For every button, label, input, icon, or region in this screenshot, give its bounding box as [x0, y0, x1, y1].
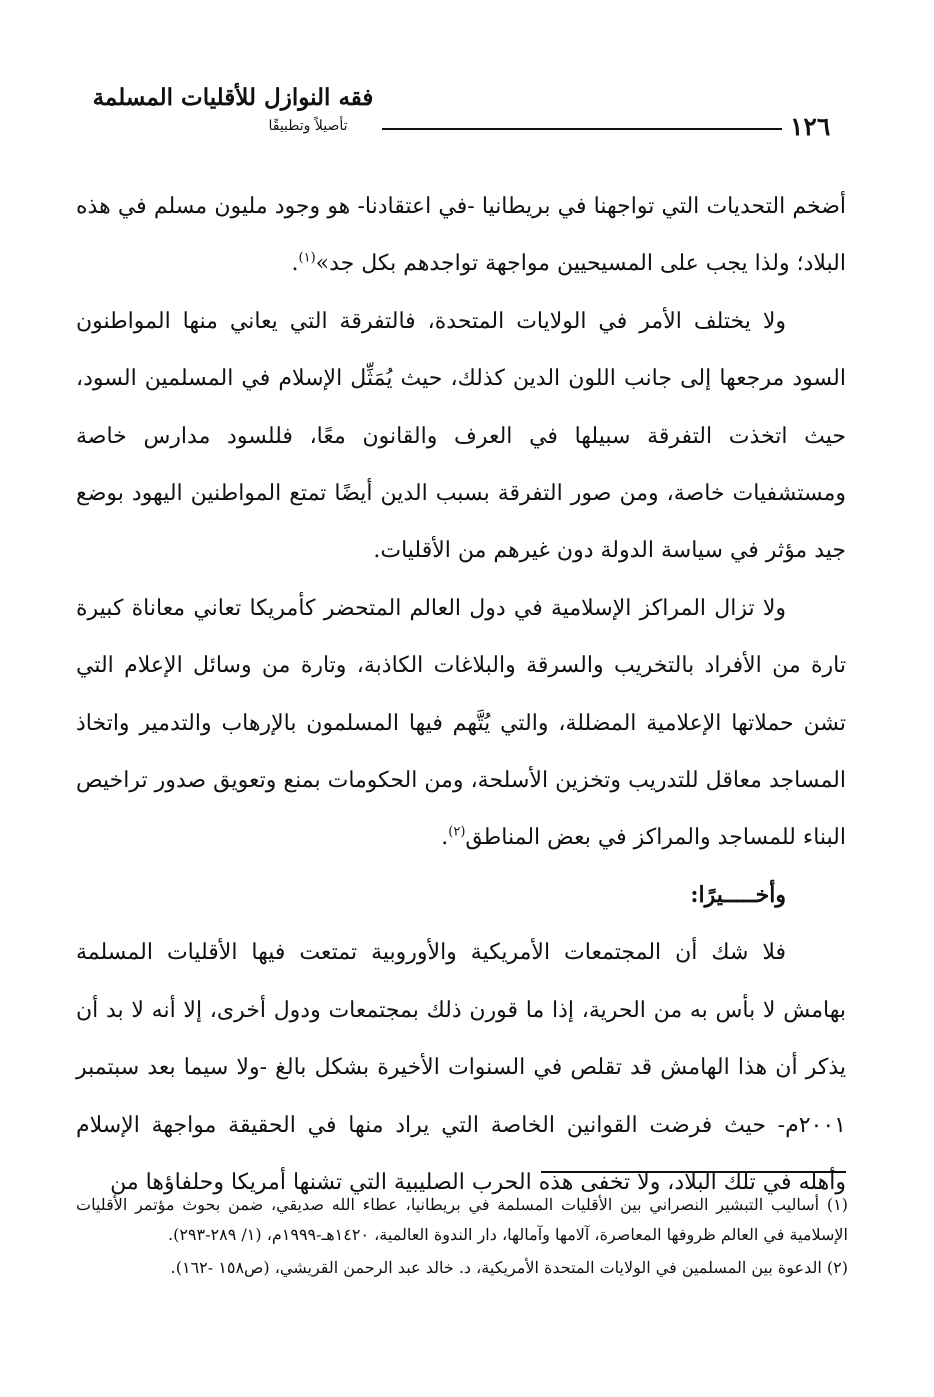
book-subtitle: تأصيلاً وتطبيقًا — [268, 118, 348, 134]
footnote-1: (١) أساليب التبشير النصراني بين الأقليات المسلمة في بريطانيا، عطاء الله صديقي، ضمن بحوث مؤتمر الأقليات الإسلامية في العالم ظروفها المعاصرة، آلامها وآمالها، دار الندوة العالمية، ١٤٢٠هـ-١٩٩٩م، (١/ ٢٨٩-٢٩٣). — [76, 1195, 848, 1244]
footnote-ref-2: (٢) — [448, 825, 466, 841]
paragraph-4: فلا شك أن المجتمعات الأمريكية والأوروبية تمتعت فيها الأقليات المسلمة بهامش لا بأس به من الحرية، إذا ما قورن ذلك بمجتمعات ودول أخرى، إلا أنه لا بد أن يذكر أن هذا الهامش قد تقلص في السنوات الأخيرة بشكل بالغ -ولا سيما بعد سبتمبر ٢٠٠١م- حيث فرضت القوانين الخاصة التي يراد منها في الحقيقة مواجهة الإسلام وأهله في تلك البلاد، ولا تخفى هذه الحرب الصليبية التي تشنها أمريكا وحلفاؤها من — [76, 940, 846, 1195]
paragraph-1 — [76, 178, 846, 293]
header-rule — [382, 128, 782, 130]
body-text — [76, 178, 846, 1211]
page-number: ١٢٦ — [790, 112, 831, 141]
paragraph-3 — [76, 580, 846, 867]
book-title: فقه النوازل للأقليات المسلمة — [92, 84, 374, 111]
paragraph-3-text: ولا تزال المراكز الإسلامية في دول العالم المتحضر كأمريكا تعاني معاناة كبيرة تارة من الأفراد بالتخريب والسرقة والبلاغات الكاذبة، وتارة من وسائل الإعلام التي تشن حملاتها الإعلامية المضللة، والتي يُتَّهم فيها المسلمون بالإرهاب والتدمير واتخاذ المساجد معاقل للتدريب وتخزين الأسلحة، ومن الحكومات بمنع وتعويق صدور تراخيص البناء للمساجد والمراكز في بعض المناطق — [76, 595, 847, 851]
footnote-rule — [541, 1171, 846, 1173]
footnote-ref-1: (١) — [298, 251, 316, 267]
running-header-title — [88, 80, 378, 150]
paragraph-3-end: . — [441, 825, 449, 851]
section-heading: وأخـــــيرًا: — [690, 881, 786, 908]
footnote-2: (٢) الدعوة بين المسلمين في الولايات المتحدة الأمريكية، د. خالد عبد الرحمن القريشي، (ص١٥٨ -١٦٢). — [170, 1258, 848, 1277]
paragraph-1-end: . — [291, 251, 299, 277]
paragraph-2: ولا يختلف الأمر في الولايات المتحدة، فالتفرقة التي يعاني منها المواطنون السود مرجعها إلى جانب اللون الدين كذلك، حيث يُمَثِّل الإسلام في المسلمين السود، حيث اتخذت التفرقة سبيلها في العرف والقانون معًا، فللسود مدارس خاصة ومستشفيات خاصة، ومن صور التفرقة بسبب الدين أيضًا تمتع المواطنين اليهود بوضع جيد مؤثر في سياسة الدولة دون غيرهم من الأقليات. — [76, 308, 846, 564]
footnotes — [76, 1190, 848, 1283]
paragraph-1-text: أضخم التحديات التي تواجهنا في بريطانيا -في اعتقادنا- هو وجود مليون مسلم في هذه البلاد؛ ولذا يجب على المسيحيين مواجهة تواجدهم بكل جد» — [76, 194, 846, 277]
